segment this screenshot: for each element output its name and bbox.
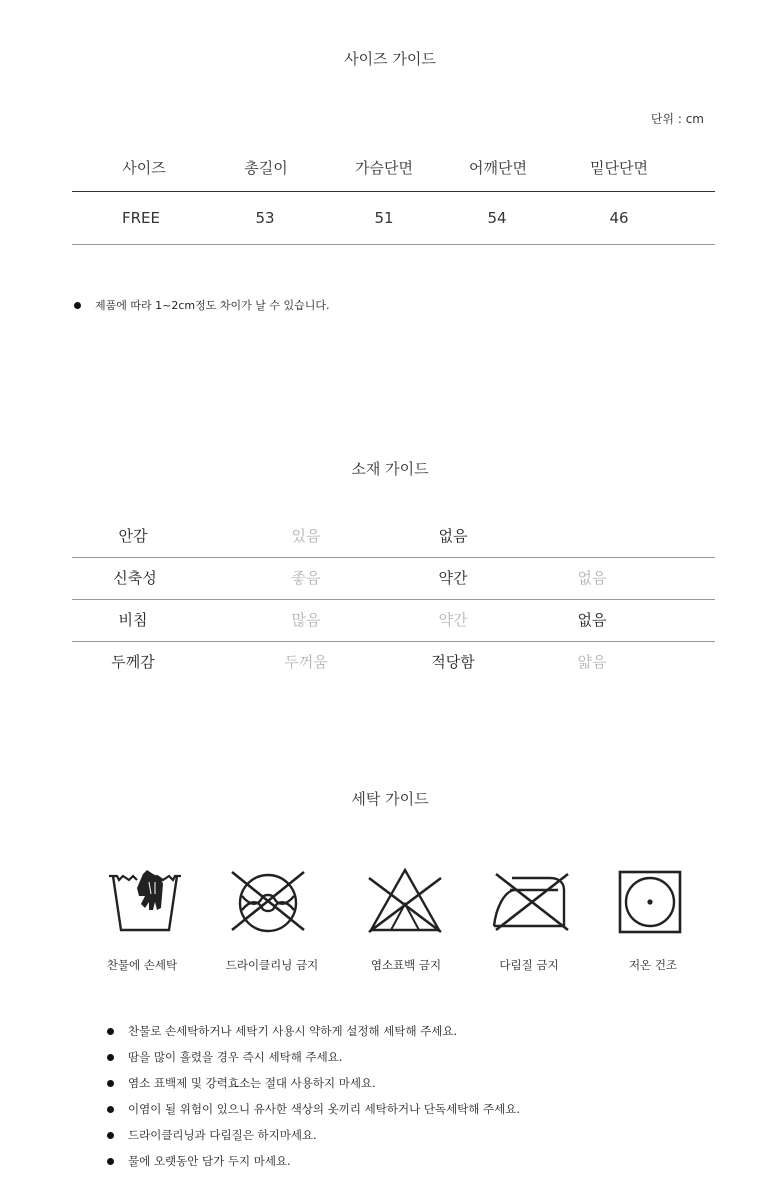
bullet-icon	[107, 1132, 114, 1139]
material-option-selected: 약간	[438, 569, 468, 587]
shoulder-value: 54	[487, 209, 507, 227]
size-guide-title: 사이즈 가이드	[344, 50, 436, 68]
list-item	[107, 1122, 520, 1148]
list-item	[107, 1148, 520, 1174]
tumble-dry-low-icon	[618, 868, 698, 938]
header-total-length: 총길이	[244, 159, 288, 177]
bullet-icon	[107, 1106, 114, 1113]
care-instruction-text: 땀을 많이 흘렸을 경우 즉시 세탁해 주세요.	[128, 1050, 343, 1064]
material-option-selected: 적당함	[431, 653, 475, 671]
material-row-lining	[72, 516, 715, 558]
bullet-icon	[107, 1158, 114, 1165]
wash-label: 드라이클리닝 금지	[225, 958, 319, 972]
material-option: 있음	[291, 527, 321, 545]
chest-value: 51	[374, 209, 394, 227]
wash-label: 다림질 금지	[499, 958, 559, 972]
header-size: 사이즈	[122, 159, 166, 177]
wash-guide-title: 세탁 가이드	[351, 790, 429, 808]
material-label: 안감	[118, 527, 148, 545]
material-option: 좋음	[291, 569, 321, 587]
unit-label: 단위 : cm	[650, 112, 704, 126]
size-value: FREE	[121, 209, 160, 227]
size-table	[72, 145, 715, 245]
size-note	[74, 297, 329, 313]
material-guide-title: 소재 가이드	[351, 460, 429, 478]
material-row-sheerness	[72, 600, 715, 642]
material-option-selected: 없음	[577, 611, 607, 629]
material-option: 두꺼움	[284, 653, 328, 671]
header-hem: 밑단단면	[590, 159, 648, 177]
header-chest: 가슴단면	[355, 159, 413, 177]
care-instruction-text: 물에 오랫동안 담가 두지 마세요.	[128, 1154, 291, 1168]
size-note-text: 제품에 따라 1~2cm정도 차이가 날 수 있습니다.	[95, 299, 330, 312]
list-item	[107, 1070, 520, 1096]
header-shoulder: 어깨단면	[469, 159, 527, 177]
bullet-icon	[74, 302, 81, 309]
care-instruction-text: 찬물로 손세탁하거나 세탁기 사용시 약하게 설정해 세탁해 주세요.	[128, 1024, 458, 1038]
table-row	[72, 192, 715, 245]
total-length-value: 53	[255, 209, 275, 227]
material-option: 없음	[577, 569, 607, 587]
size-table-header	[72, 145, 715, 192]
care-instruction-text: 염소 표백제 및 강력효소는 절대 사용하지 마세요.	[128, 1076, 376, 1090]
material-row-stretch	[72, 558, 715, 600]
care-instruction-text: 드라이클리닝과 다림질은 하지마세요.	[128, 1128, 317, 1142]
list-item	[107, 1018, 520, 1044]
material-option-selected: 없음	[438, 527, 468, 545]
no-iron-icon	[490, 868, 570, 938]
material-label: 비침	[118, 611, 148, 629]
material-option: 약간	[438, 611, 468, 629]
material-row-thickness	[72, 642, 715, 683]
bullet-icon	[107, 1028, 114, 1035]
no-bleach-icon	[365, 868, 445, 938]
list-item	[107, 1044, 520, 1070]
bullet-icon	[107, 1054, 114, 1061]
hand-wash-icon	[105, 868, 185, 938]
wash-label: 찬물에 손세탁	[106, 958, 178, 972]
material-option: 많음	[291, 611, 321, 629]
care-instructions	[107, 1018, 520, 1174]
material-label: 두께감	[111, 653, 155, 671]
bullet-icon	[107, 1080, 114, 1087]
material-option: 얇음	[577, 653, 607, 671]
wash-label: 염소표백 금지	[370, 958, 442, 972]
material-label: 신축성	[113, 569, 157, 587]
wash-label: 저온 건조	[628, 958, 678, 972]
care-instruction-text: 이염이 될 위험이 있으니 유사한 색상의 옷끼리 세탁하거나 단독세탁해 주세요.	[128, 1102, 521, 1116]
no-dry-clean-icon	[228, 868, 308, 938]
material-table	[72, 516, 715, 683]
list-item	[107, 1096, 520, 1122]
hem-value: 46	[609, 209, 629, 227]
